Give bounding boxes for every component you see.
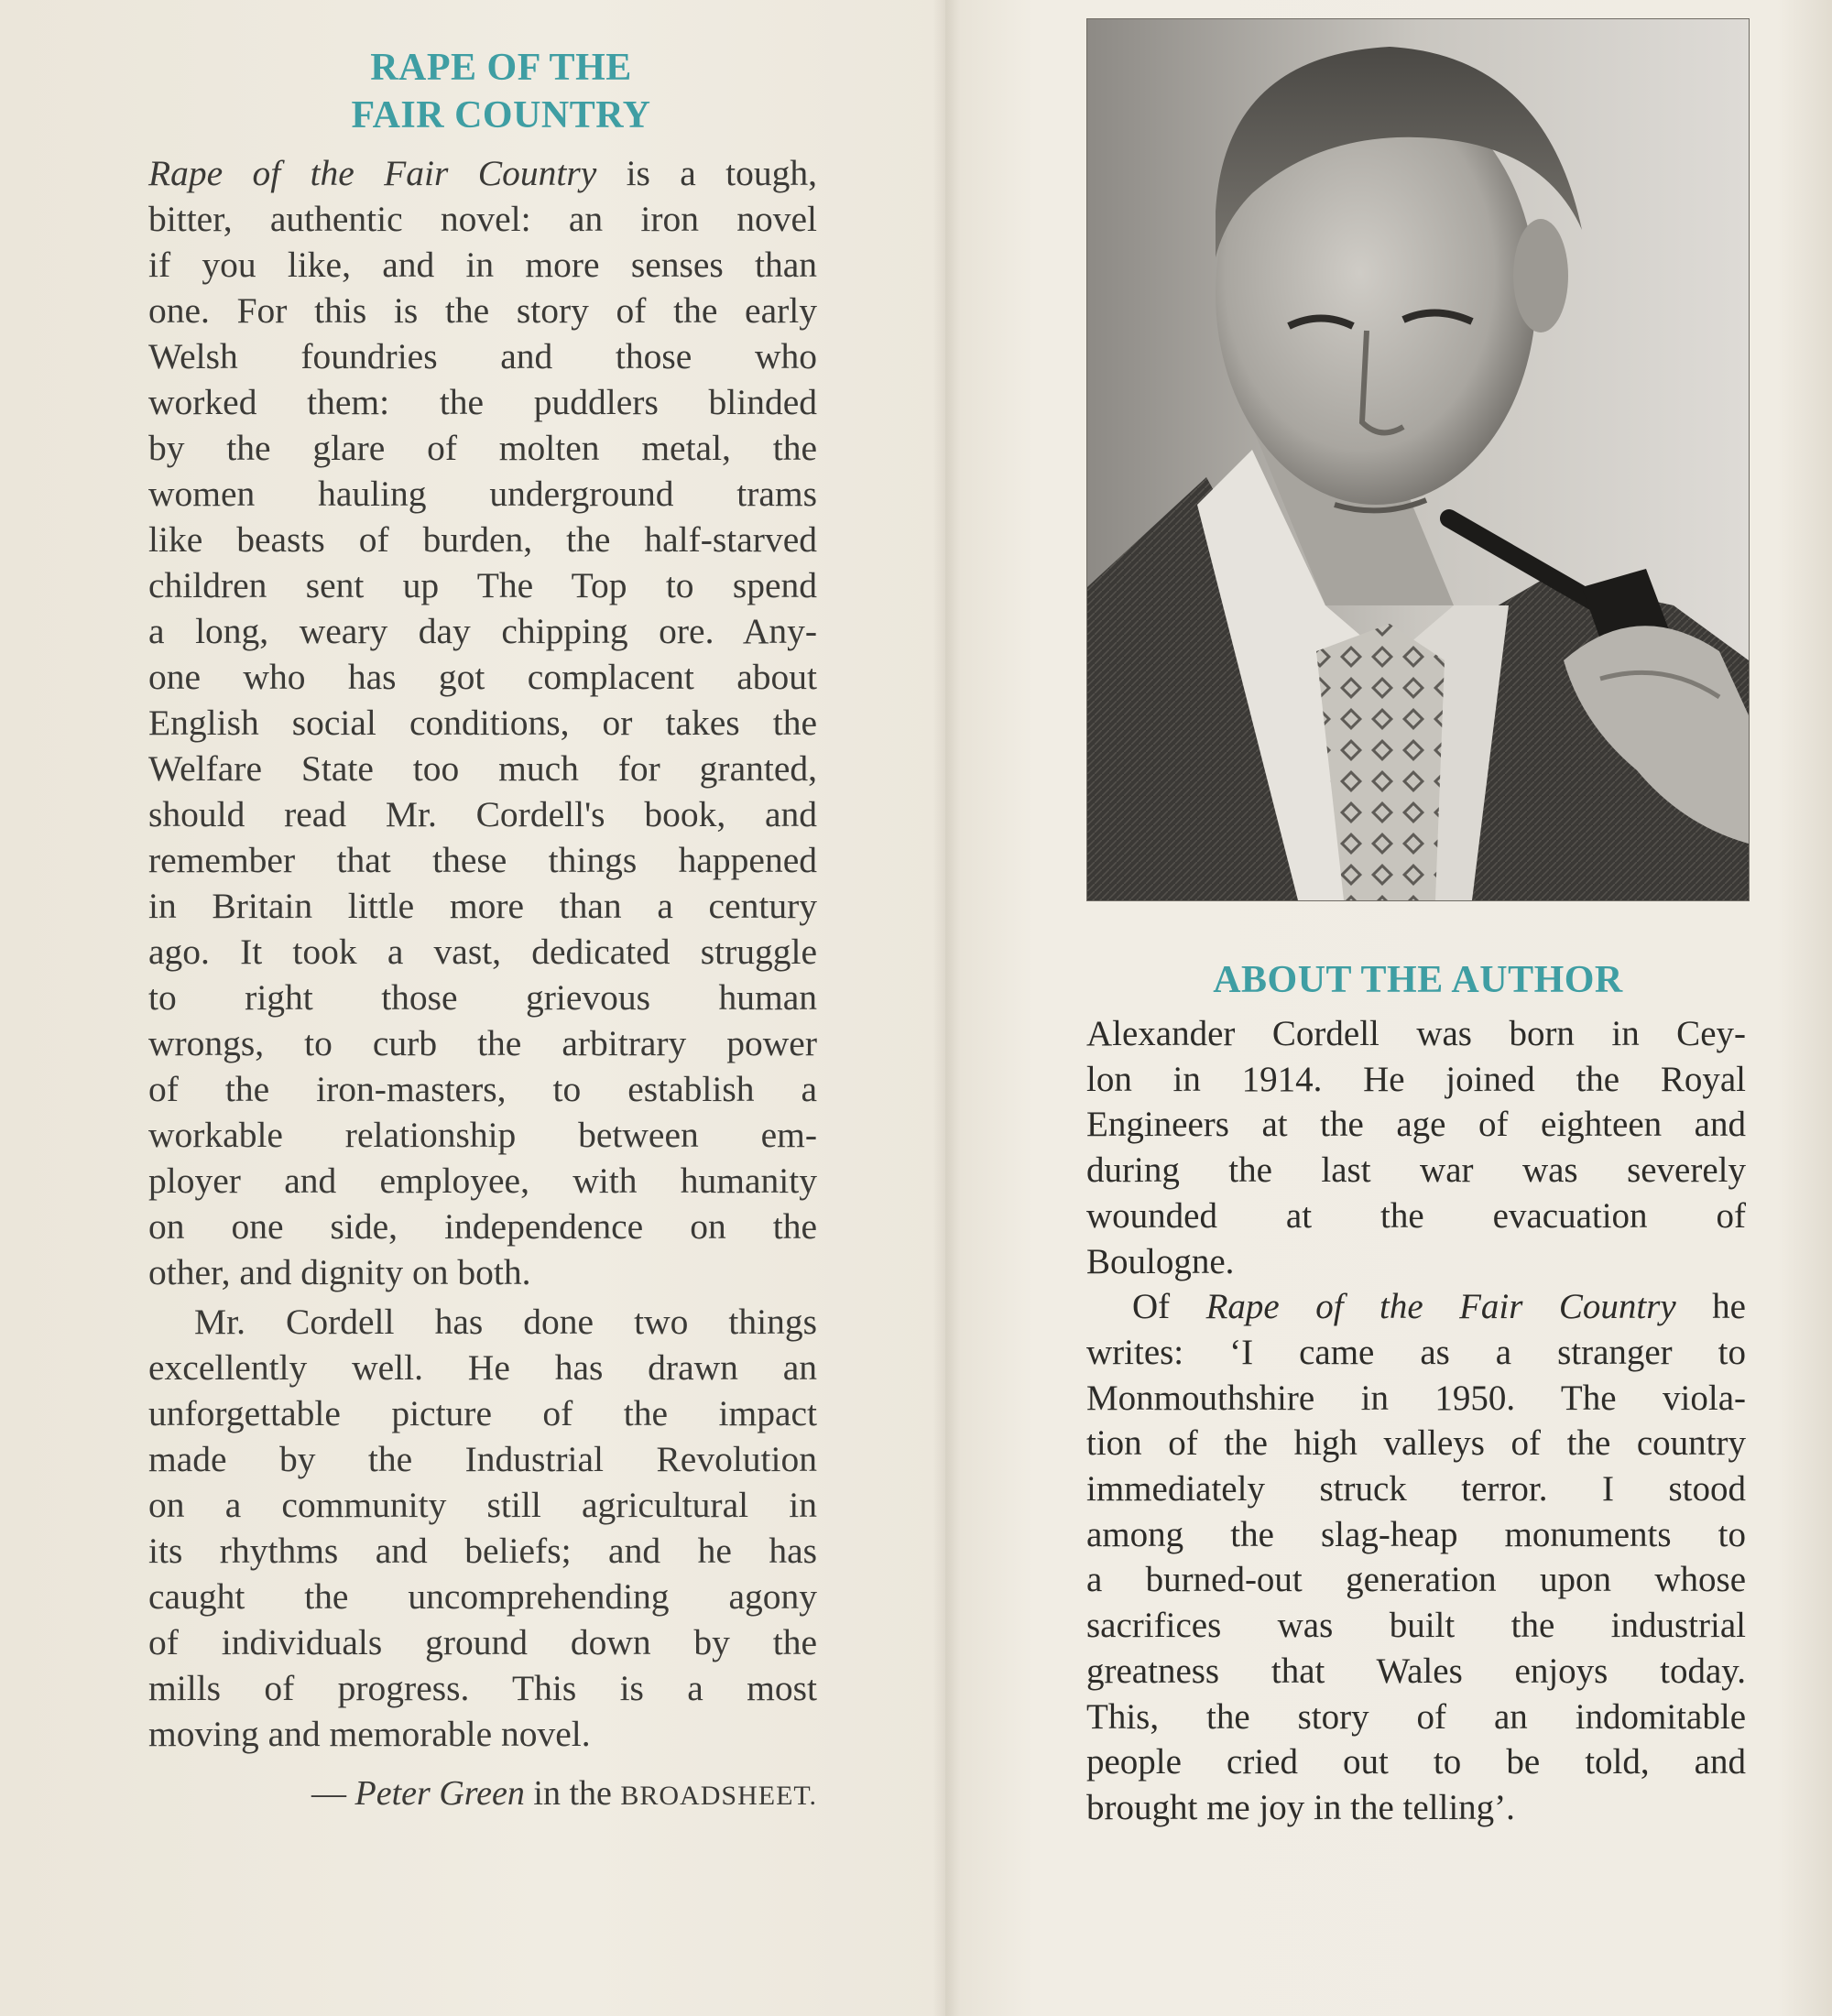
author-line: immediately struck terror. I stood (1086, 1469, 1746, 1509)
author-line: greatness that Wales enjoys today. (1086, 1651, 1746, 1691)
blurb-line: Welsh foundries and those who (148, 336, 817, 376)
blurb-line: mills of progress. This is a most (148, 1668, 817, 1708)
blurb-line: on one side, independence on the (148, 1206, 817, 1247)
book-title-heading (148, 44, 817, 139)
blurb-line: remember that these things happened (148, 840, 817, 880)
blurb-line: unforgettable picture of the impact (148, 1393, 817, 1433)
review-attribution: — Peter Green in the BROADSHEET. (311, 1774, 817, 1813)
blurb-paragraph-1 (148, 150, 817, 1295)
blurb-line: to right those grievous human (148, 977, 817, 1018)
author-line: people cried out to be told, and (1086, 1742, 1746, 1782)
author-portrait-image (1087, 19, 1749, 900)
review-source: BROADSHEET. (620, 1781, 817, 1811)
author-line: writes: ‘I came as a stranger to (1086, 1332, 1746, 1372)
author-line: lon in 1914. He joined the Royal (1086, 1059, 1746, 1099)
blurb-line: its rhythms and beliefs; and he has (148, 1531, 817, 1571)
blurb-line: made by the Industrial Revolution (148, 1439, 817, 1479)
blurb-line: if you like, and in more senses than (148, 245, 817, 285)
author-line: Engineers at the age of eighteen and (1086, 1105, 1746, 1145)
blurb-line: women hauling underground trams (148, 474, 817, 514)
blurb-line: other, and dignity on both. (148, 1252, 531, 1292)
blurb-line: Mr. Cordell has done two things (194, 1302, 817, 1342)
blurb-line: English social conditions, or takes the (148, 703, 817, 743)
book-gutter (932, 0, 960, 2016)
blurb-line: ployer and employee, with humanity (148, 1161, 817, 1201)
blurb-line: on a community still agricultural in (148, 1485, 817, 1525)
author-line: among the slag-heap monuments to (1086, 1514, 1746, 1554)
book-title-line-2: FAIR COUNTRY (351, 94, 651, 136)
author-photo (1086, 18, 1750, 901)
blurb-line: Welfare State too much for granted, (148, 748, 817, 789)
about-author-text (1086, 1011, 1746, 1831)
author-line: Alexander Cordell was born in Cey- (1086, 1014, 1746, 1053)
author-line: wounded at the evacuation of (1086, 1195, 1746, 1236)
author-line: brought me joy in the telling’. (1086, 1787, 1515, 1827)
blurb-paragraph-2 (148, 1299, 817, 1757)
blurb-line: by the glare of molten metal, the (148, 428, 817, 468)
author-paragraph-2 (1086, 1284, 1746, 1830)
blurb-line: workable relationship between em- (148, 1115, 817, 1155)
author-line: tion of the high valleys of the country (1086, 1423, 1746, 1464)
author-line: a burned-out generation upon whose (1086, 1560, 1746, 1600)
blurb-line: moving and memorable novel. (148, 1714, 591, 1754)
author-line: sacrifices was built the industrial (1086, 1606, 1746, 1646)
blurb-line: ago. It took a vast, dedicated struggle (148, 932, 817, 972)
blurb-line: one who has got complacent about (148, 657, 817, 697)
about-author-heading-block (1088, 956, 1748, 1004)
book-blurb (148, 44, 817, 1814)
blurb-line: excellently well. He has drawn an (148, 1347, 817, 1388)
blurb-line: a long, weary day chipping ore. Any- (148, 611, 817, 651)
about-author-heading: ABOUT THE AUTHOR (1213, 959, 1623, 1001)
author-line: Boulogne. (1086, 1241, 1235, 1281)
book-title-line-1: RAPE OF THE (370, 47, 632, 89)
blurb-title-italic: Rape of the Fair Country (148, 153, 597, 193)
blurb-line: bitter, authentic novel: an iron novel (148, 199, 817, 239)
blurb-line: of the iron-masters, to establish a (148, 1069, 817, 1109)
author-line: during the last war was severely (1086, 1150, 1746, 1191)
blurb-line: wrongs, to curb the arbitrary power (148, 1023, 817, 1063)
author-line: Of Rape of the Fair Country he (1132, 1287, 1746, 1327)
blurb-line: in Britain little more than a century (148, 886, 817, 926)
author-paragraph-1 (1086, 1011, 1746, 1284)
author-line: This, the story of an indomitable (1086, 1696, 1746, 1737)
blurb-line: children sent up The Top to spend (148, 565, 817, 605)
blurb-line: one. For this is the story of the early (148, 290, 817, 331)
blurb-line: worked them: the puddlers blinded (148, 382, 817, 422)
page-edge-shadow (1777, 0, 1832, 2016)
author-line: Monmouthshire in 1950. The viola- (1086, 1378, 1746, 1418)
blurb-line: caught the uncomprehending agony (148, 1576, 817, 1617)
blurb-line: like beasts of burden, the half-starved (148, 519, 817, 560)
reviewer-name: Peter Green (354, 1774, 525, 1813)
blurb-line: of individuals ground down by the (148, 1622, 817, 1662)
blurb-line: should read Mr. Cordell's book, and (148, 794, 817, 834)
blurb-line: Rape of the Fair Country is a tough, (148, 153, 817, 193)
author-book-title-italic: Rape of the Fair Country (1205, 1287, 1676, 1327)
